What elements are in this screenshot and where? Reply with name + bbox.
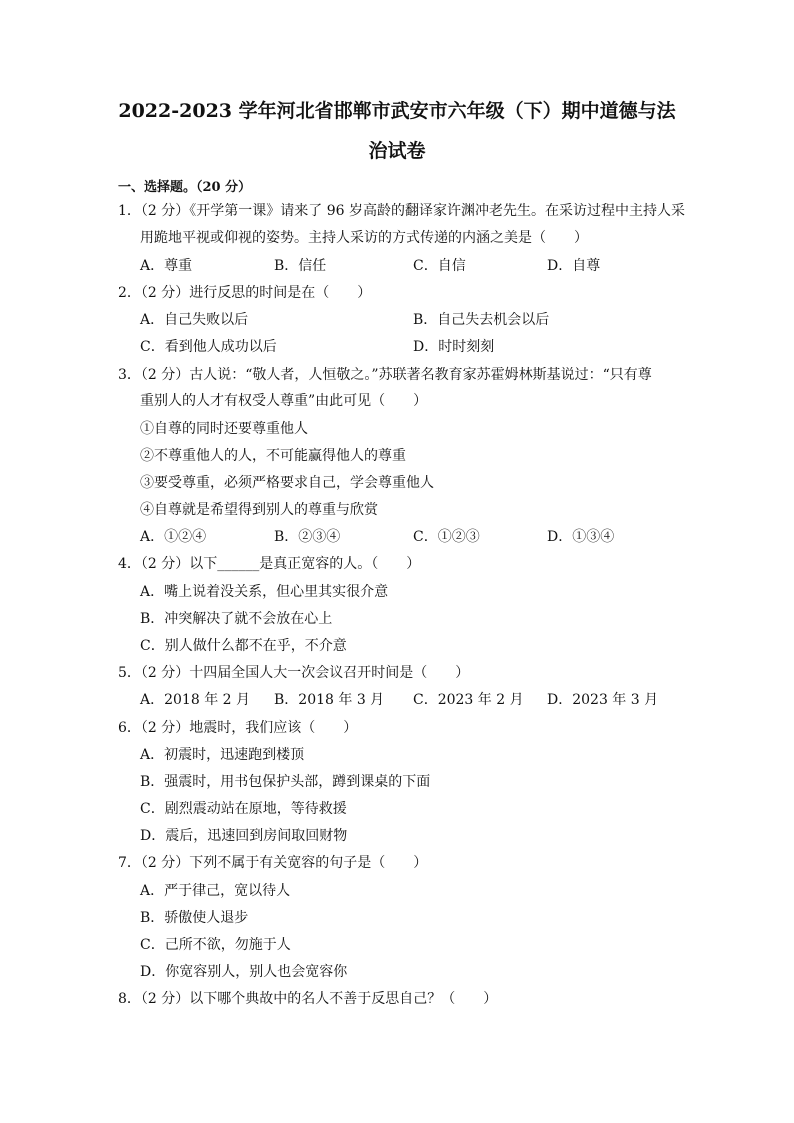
- section-heading: 一、选择题。（20 分）: [118, 180, 252, 195]
- q4-option-c: C．别人做什么都不在乎，不介意: [140, 638, 347, 654]
- q6-stem: 6．（2 分）地震时，我们应该（ ）: [118, 720, 358, 736]
- q3-item-3: ③要受尊重，必须严格要求自己，学会尊重他人: [140, 475, 434, 491]
- q1-option-c: C．自信: [413, 258, 466, 274]
- q7-option-d: D．你宽容别人，别人也会宽容你: [140, 964, 348, 980]
- q1-option-a: A．尊重: [140, 258, 193, 274]
- q1-option-d: D．自尊: [547, 258, 601, 274]
- q4-option-b: B．冲突解决了就不会放在心上: [140, 611, 333, 627]
- q5-stem: 5．（2 分）十四届全国人大一次会议召开时间是（ ）: [118, 665, 470, 681]
- q2-stem: 2．（2 分）进行反思的时间是在（ ）: [118, 285, 372, 301]
- q4-option-a: A．嘴上说着没关系，但心里其实很介意: [140, 584, 389, 600]
- q3-item-4: ④自尊就是希望得到别人的尊重与欣赏: [140, 502, 378, 518]
- q5-option-d: D．2023 年 3 月: [547, 692, 659, 708]
- q3-option-a: A．①②④: [140, 529, 207, 545]
- q8-stem: 8．（2 分）以下哪个典故中的名人不善于反思自己？（ ）: [118, 991, 498, 1007]
- q3-item-2: ②不尊重他人的人，不可能赢得他人的尊重: [140, 448, 406, 464]
- q3-option-d: D．①③④: [547, 529, 615, 545]
- q5-option-a: A．2018 年 2 月: [140, 692, 250, 708]
- q7-option-a: A．严于律己，宽以待人: [140, 883, 291, 899]
- q7-option-c: C．己所不欲，勿施于人: [140, 937, 291, 953]
- q2-option-a: A．自己失败以后: [140, 312, 249, 328]
- q6-option-d: D．震后，迅速回到房间取回财物: [140, 828, 348, 844]
- q2-option-c: C．看到他人成功以后: [140, 339, 277, 355]
- q3-option-b: B．②③④: [274, 529, 341, 545]
- q4-stem: 4．（2 分）以下______是真正宽容的人。（ ）: [118, 556, 421, 572]
- page-title-line1: 2022-2023 学年河北省邯郸市武安市六年级（下）期中道德与法: [118, 100, 676, 122]
- q7-stem: 7．（2 分）下列不属于有关宽容的句子是（ ）: [118, 855, 428, 871]
- q7-option-b: B．骄傲使人退步: [140, 910, 249, 926]
- q5-option-b: B．2018 年 3 月: [274, 692, 385, 708]
- q3-stem-line2: 重别人的人才有权受人尊重”由此可见（ ）: [140, 393, 428, 409]
- page-title-line2: 治试卷: [368, 140, 426, 162]
- q5-option-c: C．2023 年 2 月: [413, 692, 524, 708]
- q1-stem-line2: 用跪地平视或仰视的姿势。主持人采访的方式传递的内涵之美是（ ）: [140, 230, 588, 246]
- q3-option-c: C．①②③: [413, 529, 480, 545]
- q2-option-d: D．时时刻刻: [413, 339, 495, 355]
- q1-option-b: B．信任: [274, 258, 327, 274]
- q2-option-b: B．自己失去机会以后: [413, 312, 550, 328]
- q3-stem-line1: 3．（2 分）古人说：“敬人者，人恒敬之。”苏联著名教育家苏霍姆林斯基说过：“只有尊: [118, 367, 652, 383]
- q6-option-b: B．强震时，用书包保护头部，蹲到课桌的下面: [140, 774, 431, 790]
- q1-stem-line1: 1．（2 分）《开学第一课》请来了 96 岁高龄的翻译家许渊冲老先生。在采访过程中主持人采: [118, 203, 685, 219]
- q6-option-c: C．剧烈震动站在原地，等待救援: [140, 801, 347, 817]
- q6-option-a: A．初震时，迅速跑到楼顶: [140, 747, 305, 763]
- q3-item-1: ①自尊的同时还要尊重他人: [140, 421, 308, 437]
